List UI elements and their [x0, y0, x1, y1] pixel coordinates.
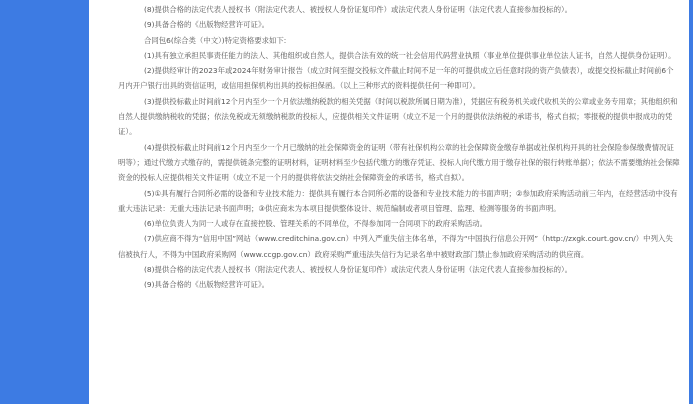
requirements-text-block: [118, 2, 680, 293]
left-sidebar-panel: [0, 0, 89, 404]
paragraph-equipment-capability: (5)①具有履行合同所必需的设备和专业技术能力：提供具有履行本合同所必需的设备和专业技术能力的书面声明；②参加政府采购活动前三年内，在经营活动中没有重大违法记录：无重大违法记录书面声明；③供应商未为本项目提供整体设计、规范编制或者项目管理、监理、检测等服务的书面声明。: [118, 188, 678, 213]
paragraph-publication-license: (9)具备合格的《出版物经营许可证》。: [144, 280, 270, 290]
right-edge-panel: [689, 0, 693, 404]
paragraph-tax-payment: (3)提供投标截止时间前12个月内至少一个月依法缴纳税款的相关凭据（时间以税款所属日期为准），凭据应有税务机关或代收机关的公章或业务专用章；其他组织和自然人提供缴纳税收的凭据；依法免税或无须缴纳税款的投标人，应提供相关文件证明（成立不足一个月的提供依法纳税的承诺书，格式自拟；零报税的提供申报成功的凭证）。: [118, 96, 678, 137]
paragraph-social-security: (4)提供投标截止时间前12个月内至少一个月已缴纳的社会保障资金的证明（带有社保机构公章的社会保障资金缴存单据或社保机构开具的社会保险参保缴费情况证明等）；通过代缴方式缴存的，需提供链条完整的证明材料，证明材料至少包括代缴方的缴存凭证、投标人向代缴方用于缴存社保的银行转账单据）；依法不需要缴纳社会保障资金的投标人应提供相关文件证明（成立不足一个月的提供将依法交纳社会保障资金的承诺书，格式自拟）。: [118, 142, 680, 183]
paragraph-authorization-letter-top: (8)提供合格的法定代表人授权书（附法定代表人、被授权人身份证复印件）或法定代表人身份证明（法定代表人直接参加投标的）。: [144, 5, 573, 14]
paragraph-publication-license-top: (9)具备合格的《出版物经营许可证》。: [144, 20, 270, 30]
paragraph-same-responsible-person: (6)单位负责人为同一人或存在直接控股、管理关系的不同单位，不得参加同一合同项下的政府采购活动。: [144, 219, 488, 229]
paragraph-credit-record: (7)供应商不得为“信用中国”网站（www.creditchina.gov.cn）中列入严重失信主体名单，不得为“中国执行信息公开网”（http://zxgk.court.gov.cn/）中列入失信被执行人，不得为中国政府采购网（www.ccgp.gov.cn）政府采购严重违法失信行为记录名单中被财政部门禁止参加政府采购活动的供应商。: [118, 234, 673, 259]
paragraph-legal-entity: (1)具有独立承担民事责任能力的法人、其他组织或自然人，提供合法有效的统一社会信用代码营业执照（事业单位提供事业单位法人证书，自然人提供身份证明）。: [144, 50, 676, 60]
paragraph-authorization-letter: (8)提供合格的法定代表人授权书（附法定代表人、被授权人身份证复印件）或法定代表人身份证明（法定代表人直接参加投标的）。: [144, 265, 573, 275]
paragraph-package6-heading: 合同包6(综合类（中文）)特定资格要求如下:: [144, 35, 287, 45]
paragraph-financial-audit: (2)提供经审计的2023年或2024年财务审计报告（成立时间至提交投标文件截止时间不足一年的可提供成立后任意时段的资产负债表），或提交投标截止时间前6个月内开户银行出具的资信证明，或信用担保机构出具的投标担保函。（以上三种形式的资料提供任何一种即可）。: [118, 66, 674, 91]
